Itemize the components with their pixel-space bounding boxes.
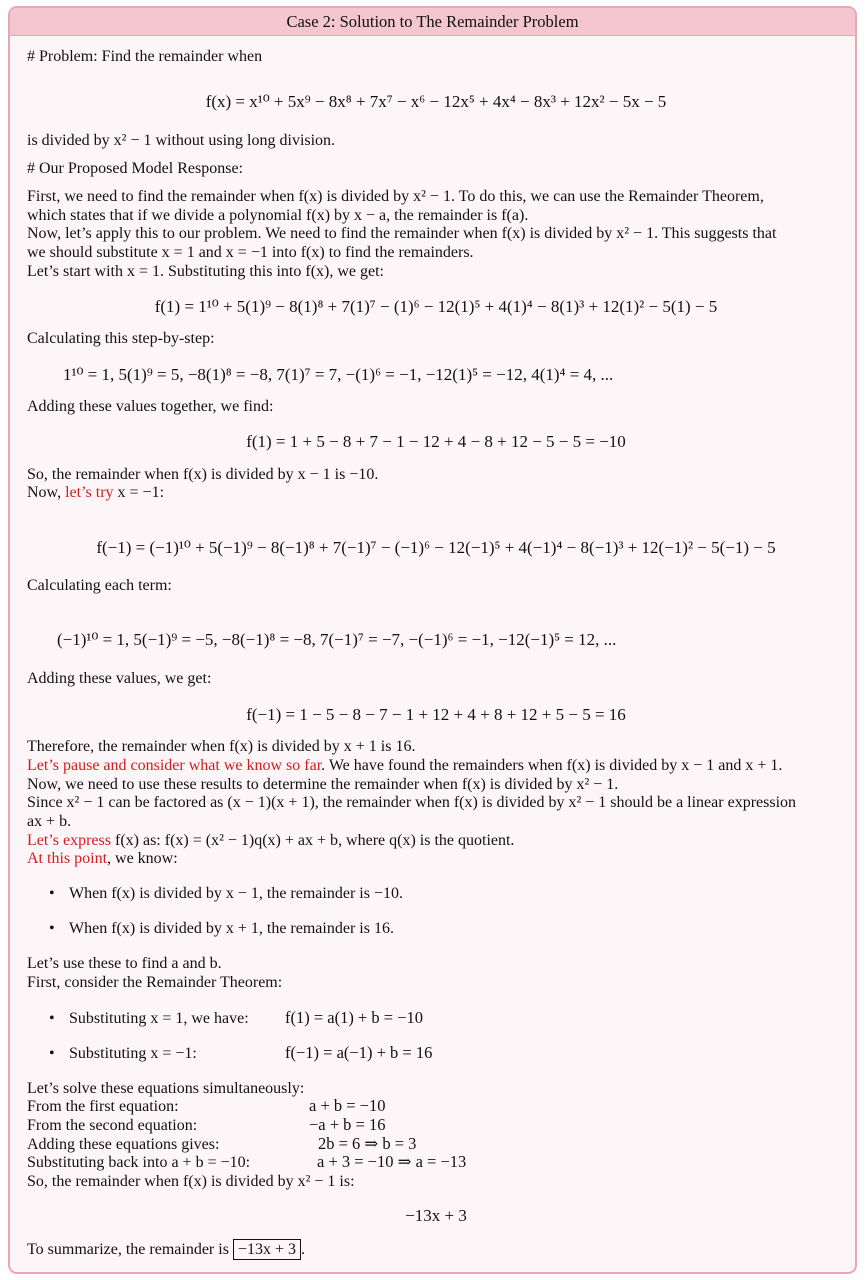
paragraph-line: we should substitute x = 1 and x = −1 into f(x) to find the remainders. xyxy=(27,244,474,261)
row-equation: a + 3 = −10 ⇒ a = −13 xyxy=(317,1152,467,1171)
highlight-text: Let’s express xyxy=(27,832,111,849)
sub-equation: f(−1) = a(−1) + b = 16 xyxy=(285,1043,433,1062)
highlight-text: let’s try xyxy=(65,484,114,501)
problem-equation: f(x) = x¹⁰ + 5x⁹ − 8x⁸ + 7x⁷ − x⁶ − 12x⁵ + 4x⁴ − 8x³ + 12x² − 5x − 5 xyxy=(205,92,667,111)
bullet-icon: • xyxy=(49,1010,55,1027)
equation-sum1: f(1) = 1 + 5 − 8 + 7 − 1 − 12 + 4 − 8 + 12 − 5 − 5 = −10 xyxy=(246,432,626,451)
equation-fm1: f(−1) = (−1)¹⁰ + 5(−1)⁹ − 8(−1)⁸ + 7(−1)⁷ − (−1)⁶ − 12(−1)⁵ + 4(−1)⁴ − 8(−1)³ + 12(−1)² − 5(−1) − 5 xyxy=(96,538,776,557)
list-item: • Substituting x = −1: xyxy=(49,1045,197,1062)
row-equation: −a + b = 16 xyxy=(309,1115,386,1134)
card-title: Case 2: Solution to The Remainder Problem xyxy=(10,8,855,36)
paragraph-line: Now, we need to use these results to determine the remainder when f(x) is divided by x² − 1. xyxy=(27,776,619,793)
paragraph-line: Now, let’s apply this to our problem. We need to find the remainder when f(x) is divided by x² − 1. This suggests that xyxy=(27,225,777,242)
list-item: • When f(x) is divided by x − 1, the remainder is −10. xyxy=(49,885,403,902)
row-label: From the second equation: xyxy=(27,1117,198,1134)
paragraph-line: Therefore, the remainder when f(x) is divided by x + 1 is 16. xyxy=(27,738,416,755)
list-item: • When f(x) is divided by x + 1, the remainder is 16. xyxy=(49,920,394,937)
paragraph-line: Let’s start with x = 1. Substituting this into f(x), we get: xyxy=(27,263,384,280)
equation-f1: f(1) = 1¹⁰ + 5(1)⁹ − 8(1)⁸ + 7(1)⁷ − (1)⁶ − 12(1)⁵ + 4(1)⁴ − 8(1)³ + 12(1)² − 5(1) − 5 xyxy=(154,297,718,316)
calc-label: Calculating this step-by-step: xyxy=(27,330,215,347)
summary-line: To summarize, the remainder is −13x + 3 . xyxy=(27,1241,305,1258)
highlight-text: At this point xyxy=(27,850,108,867)
row-label: From the first equation: xyxy=(27,1098,179,1115)
solution-card xyxy=(8,6,857,1274)
paragraph-line: Since x² − 1 can be factored as (x − 1)(x + 1), the remainder when f(x) is divided by x² − 1 should be a linear expression xyxy=(27,794,797,811)
paragraph-line: Now, let’s try x = −1: xyxy=(27,484,165,501)
problem-heading: # Problem: Find the remainder when xyxy=(27,48,263,65)
answer-box: −13x + 3 xyxy=(233,1239,301,1260)
row-label: Substituting back into a + b = −10: xyxy=(27,1154,251,1171)
paragraph-line: At this point, we know: xyxy=(27,850,178,867)
row-label: Adding these equations gives: xyxy=(27,1136,220,1153)
paragraph-line: ax + b. xyxy=(27,813,72,830)
paragraph-line: First, we need to find the remainder when f(x) is divided by x² − 1. To do this, we can use the Remainder Theorem, xyxy=(27,188,764,205)
equation-terms1: 1¹⁰ = 1, 5(1)⁹ = 5, −8(1)⁸ = −8, 7(1)⁷ = 7, −(1)⁶ = −1, −12(1)⁵ = −12, 4(1)⁴ = 4, ... xyxy=(63,365,614,384)
row-equation: a + b = −10 xyxy=(309,1096,386,1115)
paragraph-line: Let’s express f(x) as: f(x) = (x² − 1)q(x) + ax + b, where q(x) is the quotient. xyxy=(27,832,515,849)
paragraph-line: So, the remainder when f(x) is divided by x² − 1 is: xyxy=(27,1173,355,1190)
paragraph-line: So, the remainder when f(x) is divided by x − 1 is −10. xyxy=(27,466,379,483)
bullet-icon: • xyxy=(49,920,55,937)
add-label: Adding these values, we get: xyxy=(27,670,212,687)
row-equation: 2b = 6 ⇒ b = 3 xyxy=(318,1134,417,1153)
sub-equation: f(1) = a(1) + b = −10 xyxy=(285,1008,424,1027)
equation-terms2: (−1)¹⁰ = 1, 5(−1)⁹ = −5, −8(−1)⁸ = −8, 7(−1)⁷ = −7, −(−1)⁶ = −1, −12(−1)⁵ = 12, ... xyxy=(57,630,617,649)
add-label: Adding these values together, we find: xyxy=(27,398,274,415)
calc-label: Calculating each term: xyxy=(27,577,172,594)
bullet-icon: • xyxy=(49,1045,55,1062)
problem-after: is divided by x² − 1 without using long division. xyxy=(27,132,336,149)
response-heading: # Our Proposed Model Response: xyxy=(27,160,243,177)
bullet-icon: • xyxy=(49,885,55,902)
paragraph-line: Let’s pause and consider what we know so far. We have found the remainders when f(x) is divided by x − 1 and x + 1. xyxy=(27,757,783,774)
highlight-text: Let’s pause and consider what we know so far xyxy=(27,757,322,774)
paragraph-line: First, consider the Remainder Theorem: xyxy=(27,974,283,991)
paragraph-line: Let’s solve these equations simultaneously: xyxy=(27,1080,305,1097)
list-item: • Substituting x = 1, we have: xyxy=(49,1010,249,1027)
paragraph-line: Let’s use these to find a and b. xyxy=(27,955,222,972)
final-equation: −13x + 3 xyxy=(405,1206,467,1225)
paragraph-line: which states that if we divide a polynomial f(x) by x − a, the remainder is f(a). xyxy=(27,207,529,224)
equation-sum2: f(−1) = 1 − 5 − 8 − 7 − 1 + 12 + 4 + 8 + 12 + 5 − 5 = 16 xyxy=(246,705,626,724)
